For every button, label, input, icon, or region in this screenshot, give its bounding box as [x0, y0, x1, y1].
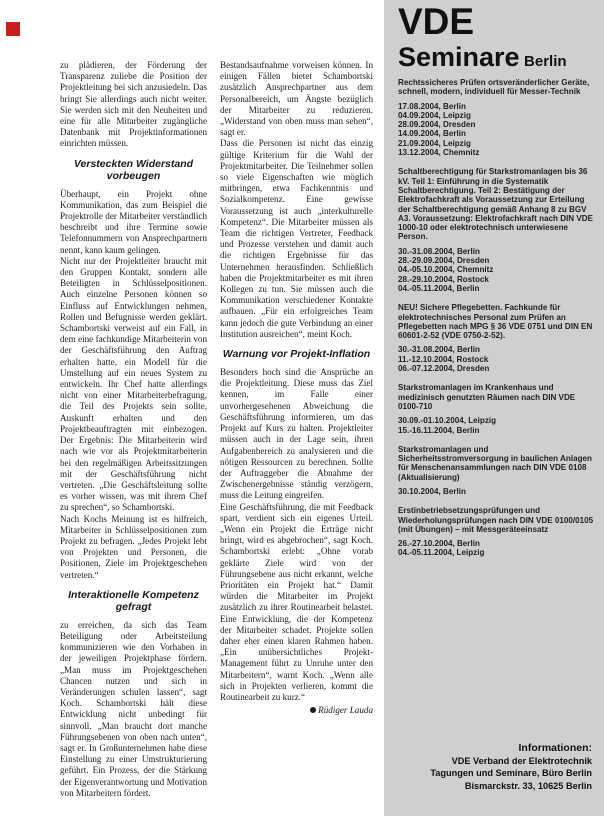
sidebar-title: [398, 42, 567, 73]
seminar-title: Starkstromanlagen im Krankenhaus und medizinisch genutzten Räumen nach DIN VDE 0100-710: [398, 383, 576, 411]
article-paragraph: Überhaupt, ein Projekt ohne Kommunikation, das zum Beispiel die Projektrolle der Mitarbeiter verständlich beschreibt und ihre Termine sowie Telefonnummern von Ansprechpartnern nennt, kann kaum gelingen. Nicht nur der Projektleiter braucht mit den Gruppen Kontakt, sondern alle Beteiligten in Schlüsselpositionen. Auch einzelne Personen können so Einfluss auf Entwicklungen nehmen, Rollen und Befugnisse werden geklärt. Schambortski verweist auf ein Fall, in dem eine fachkundige Mitarbeiterin von der Geschäftsführung den Auftrag erhalten hatte, ein Modell für die Umstellung auf ein neues System zu entwickeln. Ihr Chef hatte allerdings nicht von einer Mitarbeiterbefragung, die Teil des Projekts sein sollte, Auskunft erhalten und den Projektbeauftragten mit einbezogen. Der Ergebnis: Die Mitarbeiterin wird nach wie vor als Projektmitarbeiterin bei den regelmäßigen Arbeitssitzungen mit der Geschäftsführung nicht vertreten. „Die Geschäftsleitung sollte es vorher wissen, was mit ihrem Chef zu sprechen“, so Schambortski. Nach Kochs Meinung ist es hilfreich, Mitarbeiter in Schlüsselpositionen zum Projekt zu befragen. „Jedes Projekt lebt von Projekten und Personen, die Positionen, Ziele im Projektgeschehen vertreten.“: [60, 188, 207, 580]
seminar-dates: 30.-31.08.2004, Berlin 11.-12.10.2004, Rostock 06.-07.12.2004, Dresden: [398, 345, 490, 374]
end-mark-icon: [310, 707, 316, 713]
info-line-address: Bismarckstr. 33, 10625 Berlin: [464, 780, 592, 791]
article-paragraph: zu erreichen, da sich das Team Beteiligung oder Arbeitsteilung kommunizieren wie den Vorhaben in der jeweiligen Projektphase fördern. „Man muss im Projektgeschehen Chancen nutzen und sich in Veränderungen schulen lassen“, sagt Koch. Schambortski hält diese Entwicklung nicht unbedingt für sinnvoll. „Man braucht dort manche Führungsebenen von oben nach unten“, sagt er. In Großunternehmen habe diese Einstellung zu einer Umstrukturierung geführt. Ein Prozess, der die Stärkung der Eigenverantwortung und Motivation von Mitarbeitern fördert.: [60, 619, 207, 798]
sidebar-title-main: Seminare: [398, 42, 520, 72]
info-line-office: Tagungen und Seminare, Büro Berlin: [430, 768, 592, 778]
page-corner-marker: [6, 22, 20, 36]
seminar-dates: 30.10.2004, Berlin: [398, 486, 466, 496]
seminar-title: NEU! Sichere Pflegebetten. Fachkunde für elektrotechnisches Personal zum Prüfen an Pflegebetten nach MPG § 36 VDE 0751 und DIN EN 60601-2-52 (VDE 0750-2-52).: [398, 303, 593, 341]
article-paragraph: Bestandsaufnahme vorweisen können. In einigen Fällen bietet Schambortski zusätzlich Ansprechpartner aus dem Personalbereich, um Ängste bezüglich der Mitarbeiter zu reduzieren. „Widerstand von oben muss man sehen“, sagt er. Dass die Personen ist nicht das einzig gültige Kriterium für die Wahl der Projektmitarbeiter. Die Teilnehmer sollen so viele Eigenschaften wie möglich mitbringen, etwa Fachkenntnis und Sozialkompetenz. Eine gewisse Voraussetzung ist auch „interkulturelle Kompetenz“. Die Mitarbeiter müssen als Team die richtigen Vertreter, Feedback und Prozesse verstehen und damit auch die richtigen Ergebnisse für das Unternehmen herausfinden. Schließlich haben die Projektmitarbeiter es mit ihren Kollegen zu tun. Sie müssen auch die Kommunikation verschiedener Kontakte aufbauen. „Für ein erfolgreiches Team kann jedoch die gute Verbindung an einer Institution ausreichen“, meint Koch.: [220, 60, 373, 339]
seminar-title: Erstinbetriebsetzungsprüfungen und Wiederholungsprüfungen nach DIN VDE 0100/0105 (mit Übungen) – mit Messgeräteeinsatz: [398, 506, 594, 534]
author-signature: [220, 705, 373, 716]
section-heading: Warnung vor Projekt-Inflation: [222, 348, 371, 361]
sidebar-title-city: Berlin: [524, 53, 567, 70]
seminar-dates: 17.08.2004, Berlin 04.09.2004, Leipzig 28.09.2004, Dresden 14.09.2004, Berlin 21.09.2004, Leipzig 13.12.2004, Chemnitz: [398, 101, 480, 158]
seminar-title: Starkstromanlagen und Sicherheitsstromversorgung in baulichen Anlagen für Menschenansammlungen nach DIN VDE 0108 (Aktualisierung): [398, 444, 592, 482]
info-line-organisation: VDE Verband der Elektrotechnik: [451, 755, 592, 766]
contact-info: [392, 742, 592, 792]
info-heading: Informationen:: [518, 742, 592, 754]
seminar-title: Rechtssicheres Prüfen ortsveränderlicher Geräte, schnell, modern, individuell für Messer-Technik: [398, 78, 590, 97]
section-heading: Versteckten Widerstand vorbeugen: [73, 157, 194, 182]
seminar-list: [398, 78, 596, 568]
article-column-right: [220, 60, 373, 716]
seminar-item: [398, 383, 596, 434]
seminar-item: [398, 303, 596, 373]
seminar-item: [398, 445, 596, 496]
vde-logo-text: VDE: [398, 1, 475, 42]
article-paragraph: zu plädieren, der Förderung der Transparenz zuliebe die Position der Projektleitung bei sich anzusiedeln. Das bringt Sie allerdings auch nicht weiter. Sie werden sich mit den Neuheiten und eine für alle Mitarbeiter zugängliche Datenbank mit Projektinformationen einrichten müssen.: [60, 60, 207, 149]
article-paragraph: Besonders hoch sind die Ansprüche an die Projektleitung. Diese muss das Ziel kennen, im Falle einer unvorhergesehenen Abweichung die Geschäftsführung informieren, um das Projekt auf Kurs zu halten. Projektleiter müssen auch in der Lage sein, ihren Aufgabenbereich zu analysieren und die nötigen Ressourcen zu berechnen. Sollte der Auftraggeber die Abnahme der Zwischenergebnisse ständig verzögern, muss die Leitung eingreifen. Eine Geschäftsführung, die mit Feedback spart, verdient sich ein eigenes Urteil. „Wenn ein Projekt die Erträge nicht bringt, wird es abgebrochen“, sagt Koch. Schambortski erlebt: „Ohne vorab geklärte Ziele wird von der Führungsebene aus nicht erkannt, welche Prioritäten ein Projekt hat.“ Damit würden die Mitarbeiter im Projekt zusätzlich zu ihrer Routinearbeit belastet. Eine Entwicklung, die der Kompetenz der Mitarbeiter schadet. Projekte sollen daher eher einen klaren Rahmen haben. „Ein unübersichtliches Projekt-Management führt zu Unruhe unter den Mitarbeitern“, warnt Koch. „Wenn alle sich in Projekten verlieren, kommt die Routinearbeit zu kurz.“: [220, 367, 373, 702]
seminar-dates: 30.09.-01.10.2004, Leipzig 15.-16.11.2004, Berlin: [398, 416, 497, 435]
seminar-item: [398, 506, 596, 557]
article-column-left: [60, 60, 207, 799]
seminar-dates: 26.-27.10.2004, Berlin 04.-05.11.2004, Leipzig: [398, 539, 485, 558]
seminar-item: [398, 167, 596, 293]
seminar-item: [398, 78, 596, 157]
author-name: Rüdiger Lauda: [318, 705, 373, 716]
section-heading: Interaktionelle Kompetenz gefragt: [68, 588, 199, 613]
seminar-title: Schaltberechtigung für Starkstromanlagen bis 36 kV. Teil 1: Einführung in die Systematik Schaltberechtigung. Teil 2: Bestätigung der Elektrofachkraft als Voraussetzung zur Erteilung der Schaltberechtigung gemäß Anhang 8 zu BGV A3. Voraussetzung: Elektrofachkraft nach DIN VDE 1000-10 oder elektrotechnisch unterwiesene Person.: [398, 167, 594, 242]
seminar-dates: 30.-31.08.2004, Berlin 28.-29.09.2004, Dresden 04.-05.10.2004, Chemnitz 28.-29.10.2004, Rostock 04.-05.11.2004, Berlin: [398, 246, 494, 293]
